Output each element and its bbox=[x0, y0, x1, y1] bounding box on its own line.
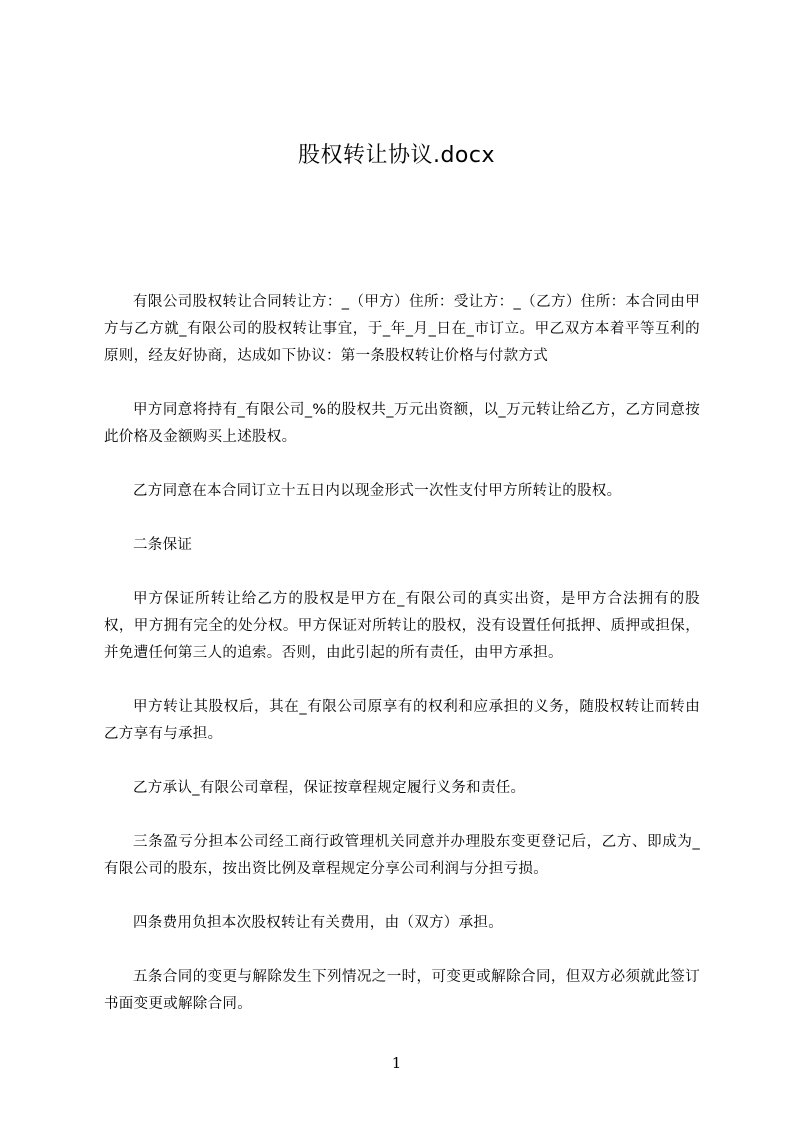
paragraph-profit-loss: 三条盈亏分担本公司经工商行政管理机关同意并办理股东变更登记后，乙方、即成为_有限公司的股东，按出资比例及章程规定分享公司利润与分担亏损。 bbox=[104, 834, 700, 877]
heading-article-2: 二条保证 bbox=[133, 537, 193, 553]
paragraph-modification: 五条合同的变更与解除发生下列情况之一时，可变更或解除合同，但双方必须就此签订书面变更或解除合同。 bbox=[104, 969, 700, 1012]
document-body bbox=[104, 289, 700, 1045]
document-title: 股权转让协议.docx bbox=[297, 143, 496, 168]
paragraph-guarantee: 甲方保证所转让给乙方的股权是甲方在_有限公司的真实出资，是甲方合法拥有的股权，甲方拥有完全的处分权。甲方保证对所转让的股权，没有设置任何抵押、质押或担保，并免遭任何第三人的追索。否则，由此引起的所有责任，由甲方承担。 bbox=[104, 591, 700, 661]
paragraph-rights-transfer: 甲方转让其股权后，其在_有限公司原享有的权利和应承担的义务，随股权转让而转由乙方享有与承担。 bbox=[104, 699, 700, 742]
paragraph-fees: 四条费用负担本次股权转让有关费用，由（双方）承担。 bbox=[133, 915, 503, 931]
paragraph-bylaws: 乙方承认_有限公司章程，保证按章程规定履行义务和责任。 bbox=[133, 780, 526, 796]
paragraph-price: 甲方同意将持有_有限公司_%的股权共_万元出资额，以_万元转让给乙方，乙方同意按此价格及金额购买上述股权。 bbox=[104, 402, 700, 445]
page-number: 1 bbox=[391, 1054, 402, 1072]
paragraph-payment: 乙方同意在本合同订立十五日内以现金形式一次性支付甲方所转让的股权。 bbox=[133, 483, 622, 499]
paragraph-parties: 有限公司股权转让合同转让方：_（甲方）住所：受让方：_（乙方）住所：本合同由甲方与乙方就_有限公司的股权转让事宜，于_年_月_日在_市订立。甲乙双方本着平等互利的原则，经友好协商，达成如下协议：第一条股权转让价格与付款方式 bbox=[104, 294, 700, 364]
